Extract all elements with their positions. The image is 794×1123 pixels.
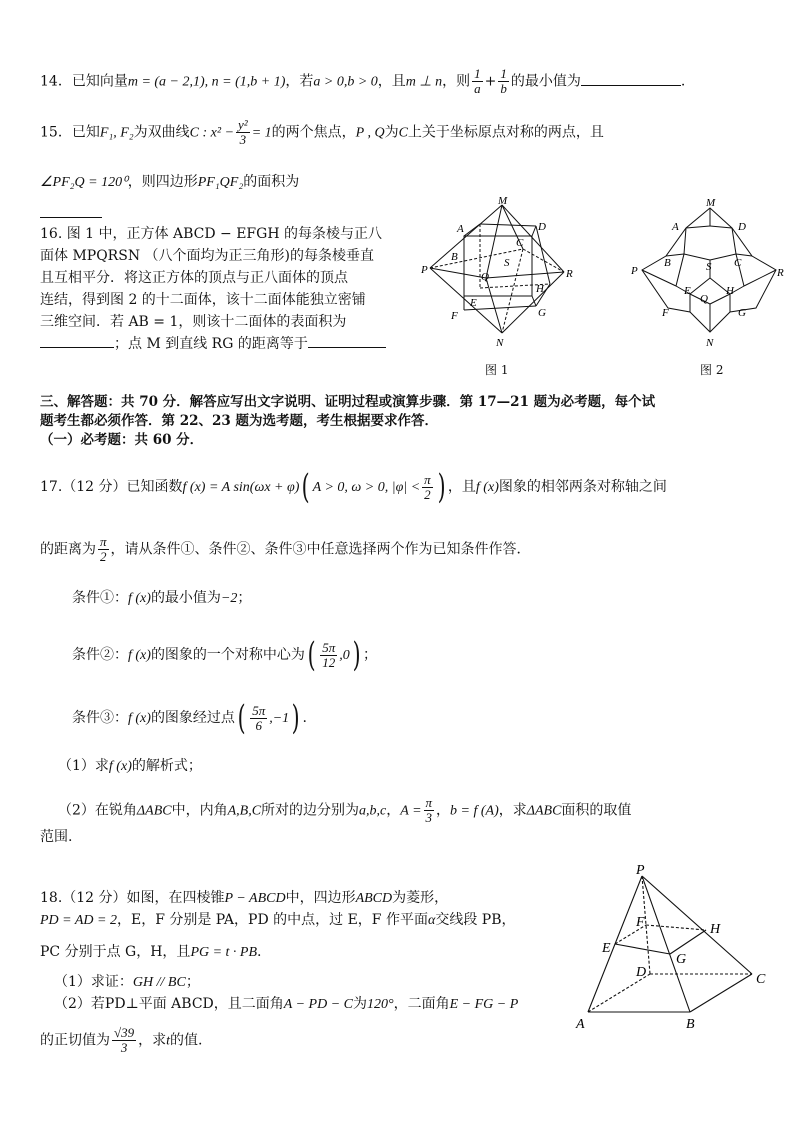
- q14-frac-1: $\frac{1}{a}$: [474, 66, 481, 96]
- q18-line-3: PC 分别于点 G，H，且PG = t · PB.: [40, 944, 262, 960]
- fig2-label-R: R: [777, 267, 784, 279]
- q14-vectors: m = (a − 2,1), n = (1,b + 1): [127, 74, 286, 90]
- fig1-label-E: E: [470, 297, 477, 309]
- fig2-label-C: C: [734, 257, 742, 269]
- q15-line-1: 15．已知F₁, F₂为双曲线C : x² − $\frac{\text{y²}}{3}$ = 1的两个焦点，P , Q为C上关于坐标原点对称的两点，且: [40, 117, 604, 147]
- section-3-heading: 三、解答题：共 70 分．解答应写出文字说明、证明过程或演算步骤．第 17—21 题为必考题，每个试: [40, 394, 656, 410]
- fig3-label-P: P: [636, 863, 645, 878]
- fig3-label-D: D: [636, 965, 647, 980]
- fig1-label-G: G: [538, 307, 546, 319]
- fig3-label-A: A: [576, 1017, 585, 1032]
- fig3-label-B: B: [686, 1017, 695, 1032]
- section-3-line-2: 题考生都必须作答．第 22、23 题为选考题，考生根据要求作答．: [40, 413, 438, 429]
- fig1-label-A: A: [457, 223, 464, 235]
- fig2-label-P: P: [631, 265, 638, 277]
- fig1-label-N: N: [496, 337, 504, 349]
- q16-line-3: 且互相平分．将这正方体的顶点与正八面体的顶点: [40, 270, 348, 286]
- q16-line-5: 三维空间．若 AB = 1，则该十二面体的表面积为: [40, 314, 347, 330]
- fig2-label-F: F: [662, 307, 669, 319]
- q14-frac-2: $\frac{1}{b}$: [500, 66, 507, 96]
- q18-part-2-cont: 的正切值为 $\frac{√39}{3}$ ，求t的值.: [40, 1025, 203, 1055]
- fig1-label-S: S: [504, 257, 510, 269]
- fig3-label-G: G: [676, 952, 687, 967]
- q18-part-2: （2）若PD⊥平面 ABCD，且二面角A − PD − C为120°，二面角E − FG − P: [54, 996, 519, 1012]
- fig2-label-D: D: [738, 221, 746, 233]
- q17-part-1: （1）求f (x)的解析式；: [58, 758, 202, 774]
- fig1-label-H: H: [536, 283, 544, 295]
- fig2-label-H: H: [726, 285, 734, 297]
- fig2-label-M: M: [706, 197, 716, 209]
- q15-answer-blank[interactable]: [40, 203, 102, 224]
- q17-line-1: 17.（12 分）已知函数f (x) = A sin(ωx + φ)( A > 0, ω > 0, |φ| < $\frac{\pi}{2}$ ) ，且f (x)图象的相邻两条对称轴之间: [40, 467, 667, 507]
- fig3-label-H: H: [710, 922, 721, 937]
- figure-2-caption: 图 2: [700, 363, 724, 377]
- fig2-label-N: N: [706, 337, 714, 349]
- fig2-label-A: A: [672, 221, 679, 233]
- q16-line-2: 面体 MPQRSN （八个面均为正三角形)的每条棱垂直: [40, 248, 374, 264]
- q16-line-1: 16. 图 1 中，正方体 ABCD − EFGH 的每条棱与正八: [40, 226, 382, 242]
- fig1-label-R: R: [566, 268, 573, 280]
- fig1-label-P: P: [421, 264, 428, 276]
- fig2-label-S: S: [706, 261, 712, 273]
- figure-2-dodecahedron: [628, 196, 788, 356]
- q17-part-2: （2）在锐角ΔABC中，内角A,B,C所对的边分别为a,b,c，A = $\frac{\pi}{3}$ ，b = f (A)，求ΔABC面积的取值: [58, 795, 632, 825]
- q16-line-6: ；点 M 到直线 RG 的距离等于: [40, 334, 386, 354]
- q14-answer-blank[interactable]: [581, 85, 681, 86]
- section-3-subheading: （一）必考题：共 60 分．: [40, 432, 204, 448]
- q18-line-2: PD = AD = 2，E，F 分别是 PA，PD 的中点，过 E，F 作平面α交线段 PB，: [40, 912, 516, 928]
- fig1-label-F: F: [451, 310, 458, 322]
- q18-part-1: （1）求证：GH // BC；: [54, 974, 200, 990]
- q14-line: 14．已知向量m = (a − 2,1), n = (1,b + 1)，若a > 0,b > 0，且m ⊥ n，则 $\frac{1}{a}$ + $\frac{1}{b}$ 的最小值为 .: [40, 66, 686, 96]
- fig2-label-E: E: [684, 285, 691, 297]
- q17-line-2: 的距离为 $\frac{\pi}{2}$ ，请从条件①、条件②、条件③中任意选择两个作为已知条件作答．: [40, 534, 531, 564]
- fig3-label-C: C: [756, 972, 766, 987]
- q18-line-1: 18.（12 分）如图，在四棱锥P − ABCD中，四边形ABCD为菱形，: [40, 890, 449, 906]
- fig1-label-D: D: [538, 221, 546, 233]
- q16-line-4: 连结，得到图 2 的十二面体，该十二面体能独立密铺: [40, 292, 366, 308]
- q17-part-2-end: 范围.: [40, 829, 73, 845]
- fig1-label-B: B: [451, 251, 458, 263]
- figure-1-cube-octahedron: [418, 196, 583, 356]
- fig2-label-B: B: [664, 257, 671, 269]
- figure-1-caption: 图 1: [485, 363, 509, 377]
- q17-condition-3: 条件③：f (x)的图象经过点( $\frac{5\pi}{6}$ ,−1) .: [72, 698, 307, 738]
- q15-line-2: ∠PF₂Q = 120⁰，则四边形PF₁QF₂的面积为: [40, 174, 300, 190]
- q16-blank-area[interactable]: [40, 347, 114, 348]
- fig1-label-C: C: [516, 237, 524, 249]
- fig2-label-G: G: [738, 307, 746, 319]
- fig3-label-F: F: [636, 915, 645, 930]
- fig2-label-Q: Q: [700, 293, 708, 305]
- figure-pyramid: [572, 862, 772, 1037]
- q17-condition-2: 条件②：f (x)的图象的一个对称中心为( $\frac{5\pi}{12}$ ,0) ；: [72, 635, 377, 675]
- fig3-label-E: E: [602, 941, 611, 956]
- q16-blank-distance[interactable]: [308, 347, 386, 348]
- fig1-label-M: M: [498, 196, 508, 207]
- q15-frac: $\frac{\text{y²}}{3}$: [238, 117, 248, 147]
- q17-condition-1: 条件①：f (x)的最小值为−2；: [72, 590, 252, 606]
- fig1-label-Q: Q: [481, 271, 489, 283]
